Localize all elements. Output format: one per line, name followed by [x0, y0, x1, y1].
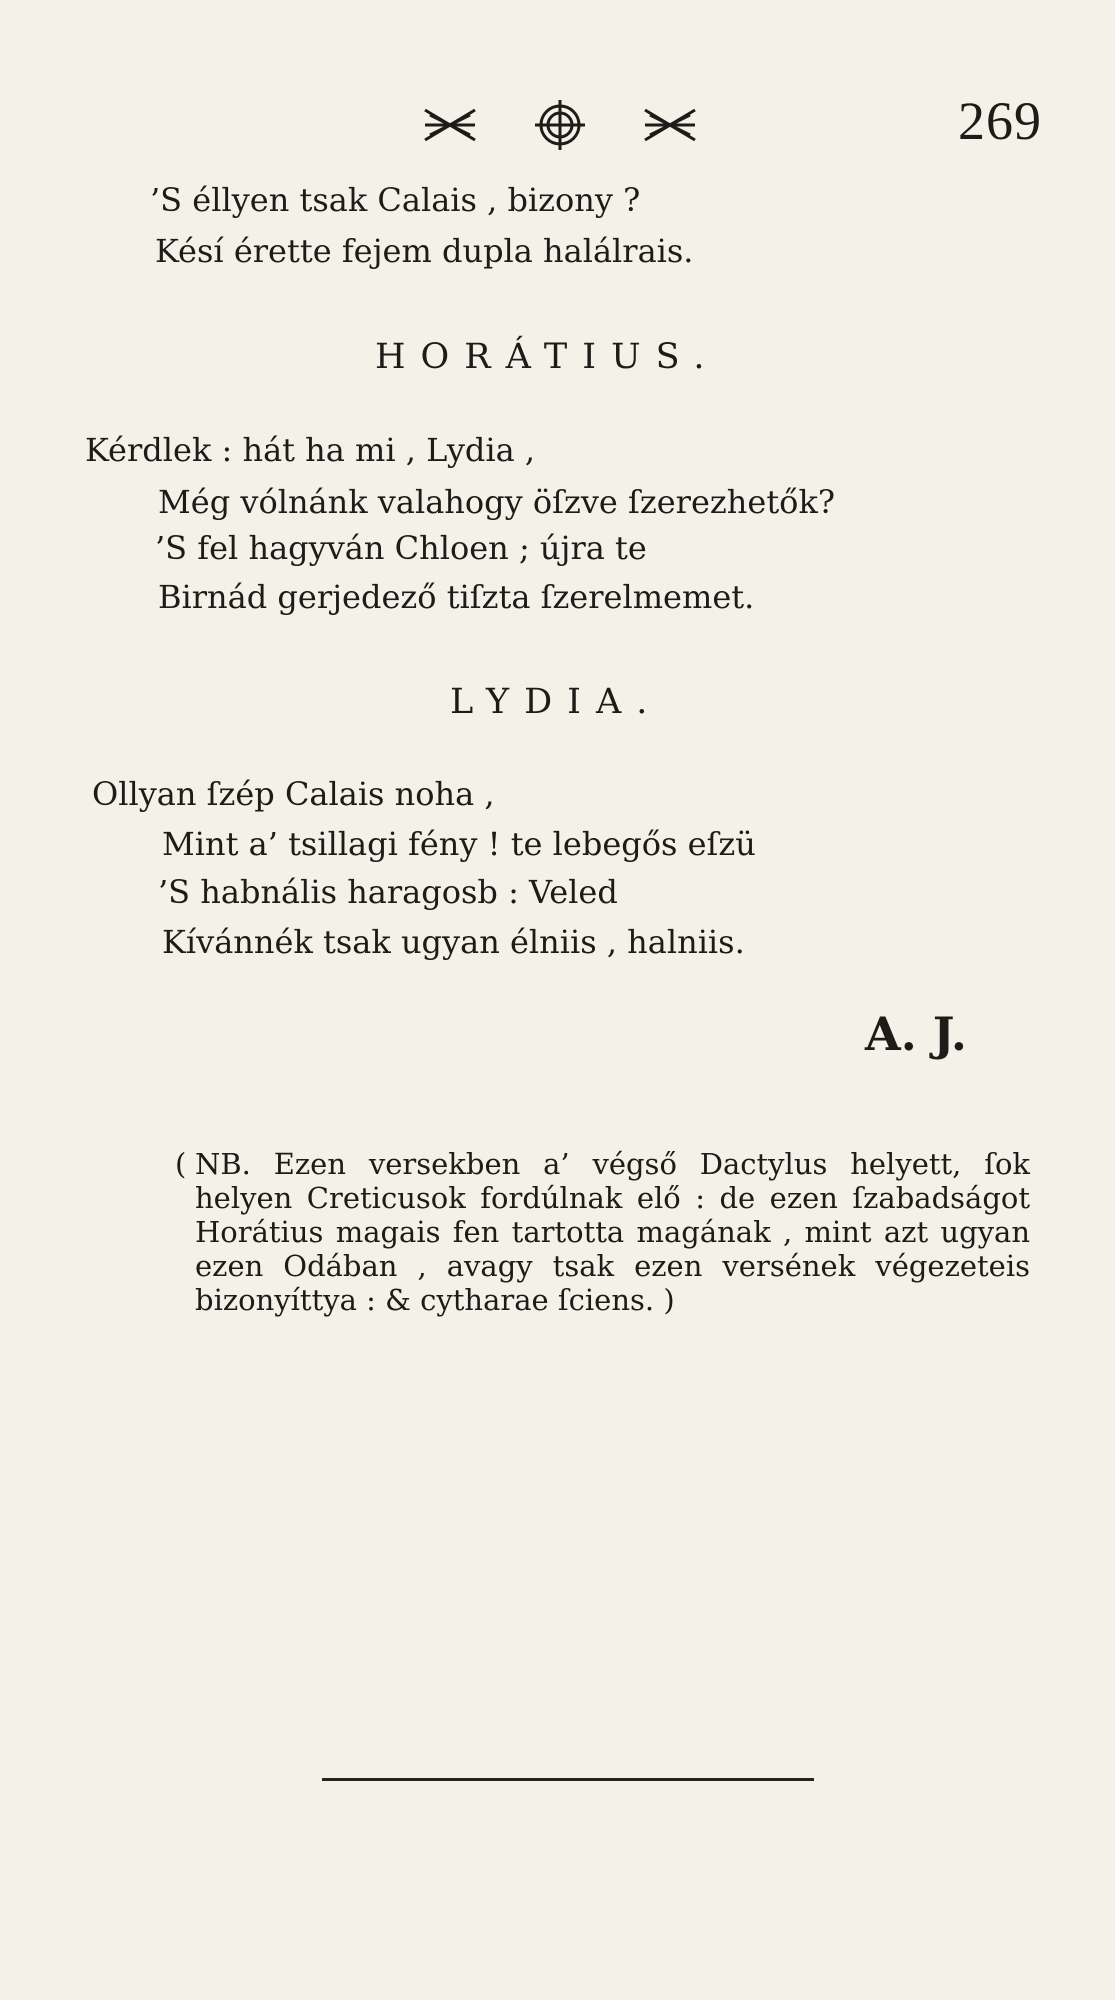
verse-line: Kérdlek : hát ha mi , Lydia ,: [85, 431, 536, 469]
verse-line: Kívánnék tsak ugyan élniis , halniis.: [162, 923, 745, 961]
speaker-heading-horatius: HORÁTIUS.: [375, 337, 720, 377]
end-rule-divider: [322, 1778, 814, 1781]
page-number: 269: [958, 91, 1042, 151]
author-signature: A. J.: [865, 1007, 967, 1061]
verse-line: ’S habnális haragosb : Veled: [158, 873, 618, 911]
verse-line: Ollyan ſzép Calais noha ,: [92, 775, 495, 813]
verse-line: Mint a’ tsillagi fény ! te lebegős eſzü: [162, 825, 756, 863]
verse-line: Késí érette fejem dupla halálrais.: [155, 232, 694, 270]
footnote-open-paren: (: [175, 1147, 187, 1181]
verse-line: Még vólnánk valahogy öſzve ſzerezhetők?: [158, 483, 835, 521]
speaker-heading-lydia: LYDIA.: [450, 682, 663, 722]
flower-wreath-icon: [535, 100, 585, 150]
header-ornament: [420, 95, 700, 155]
crossed-stars-icon: [645, 110, 695, 140]
verse-line: Birnád gerjedező tiſzta ſzerelmemet.: [158, 578, 755, 616]
footnote: [175, 1147, 1030, 1317]
verse-line: ’S éllyen tsak Calais , bizony ?: [150, 181, 641, 219]
footnote-text: NB. Ezen versekben a’ végső Dactylus helyett, ſok helyen Creticusok fordúlnak elő : de ezen ſzabadságot Horátius magais fen tartotta magának , mint azt ugyan ezen Odában , avagy tsak ezen versének végezeteis bizonyíttya : & cytharae ſciens. ): [195, 1147, 1030, 1317]
crossed-stars-icon: [425, 110, 475, 140]
verse-line: ’S fel hagyván Chloen ; újra te: [155, 529, 647, 567]
